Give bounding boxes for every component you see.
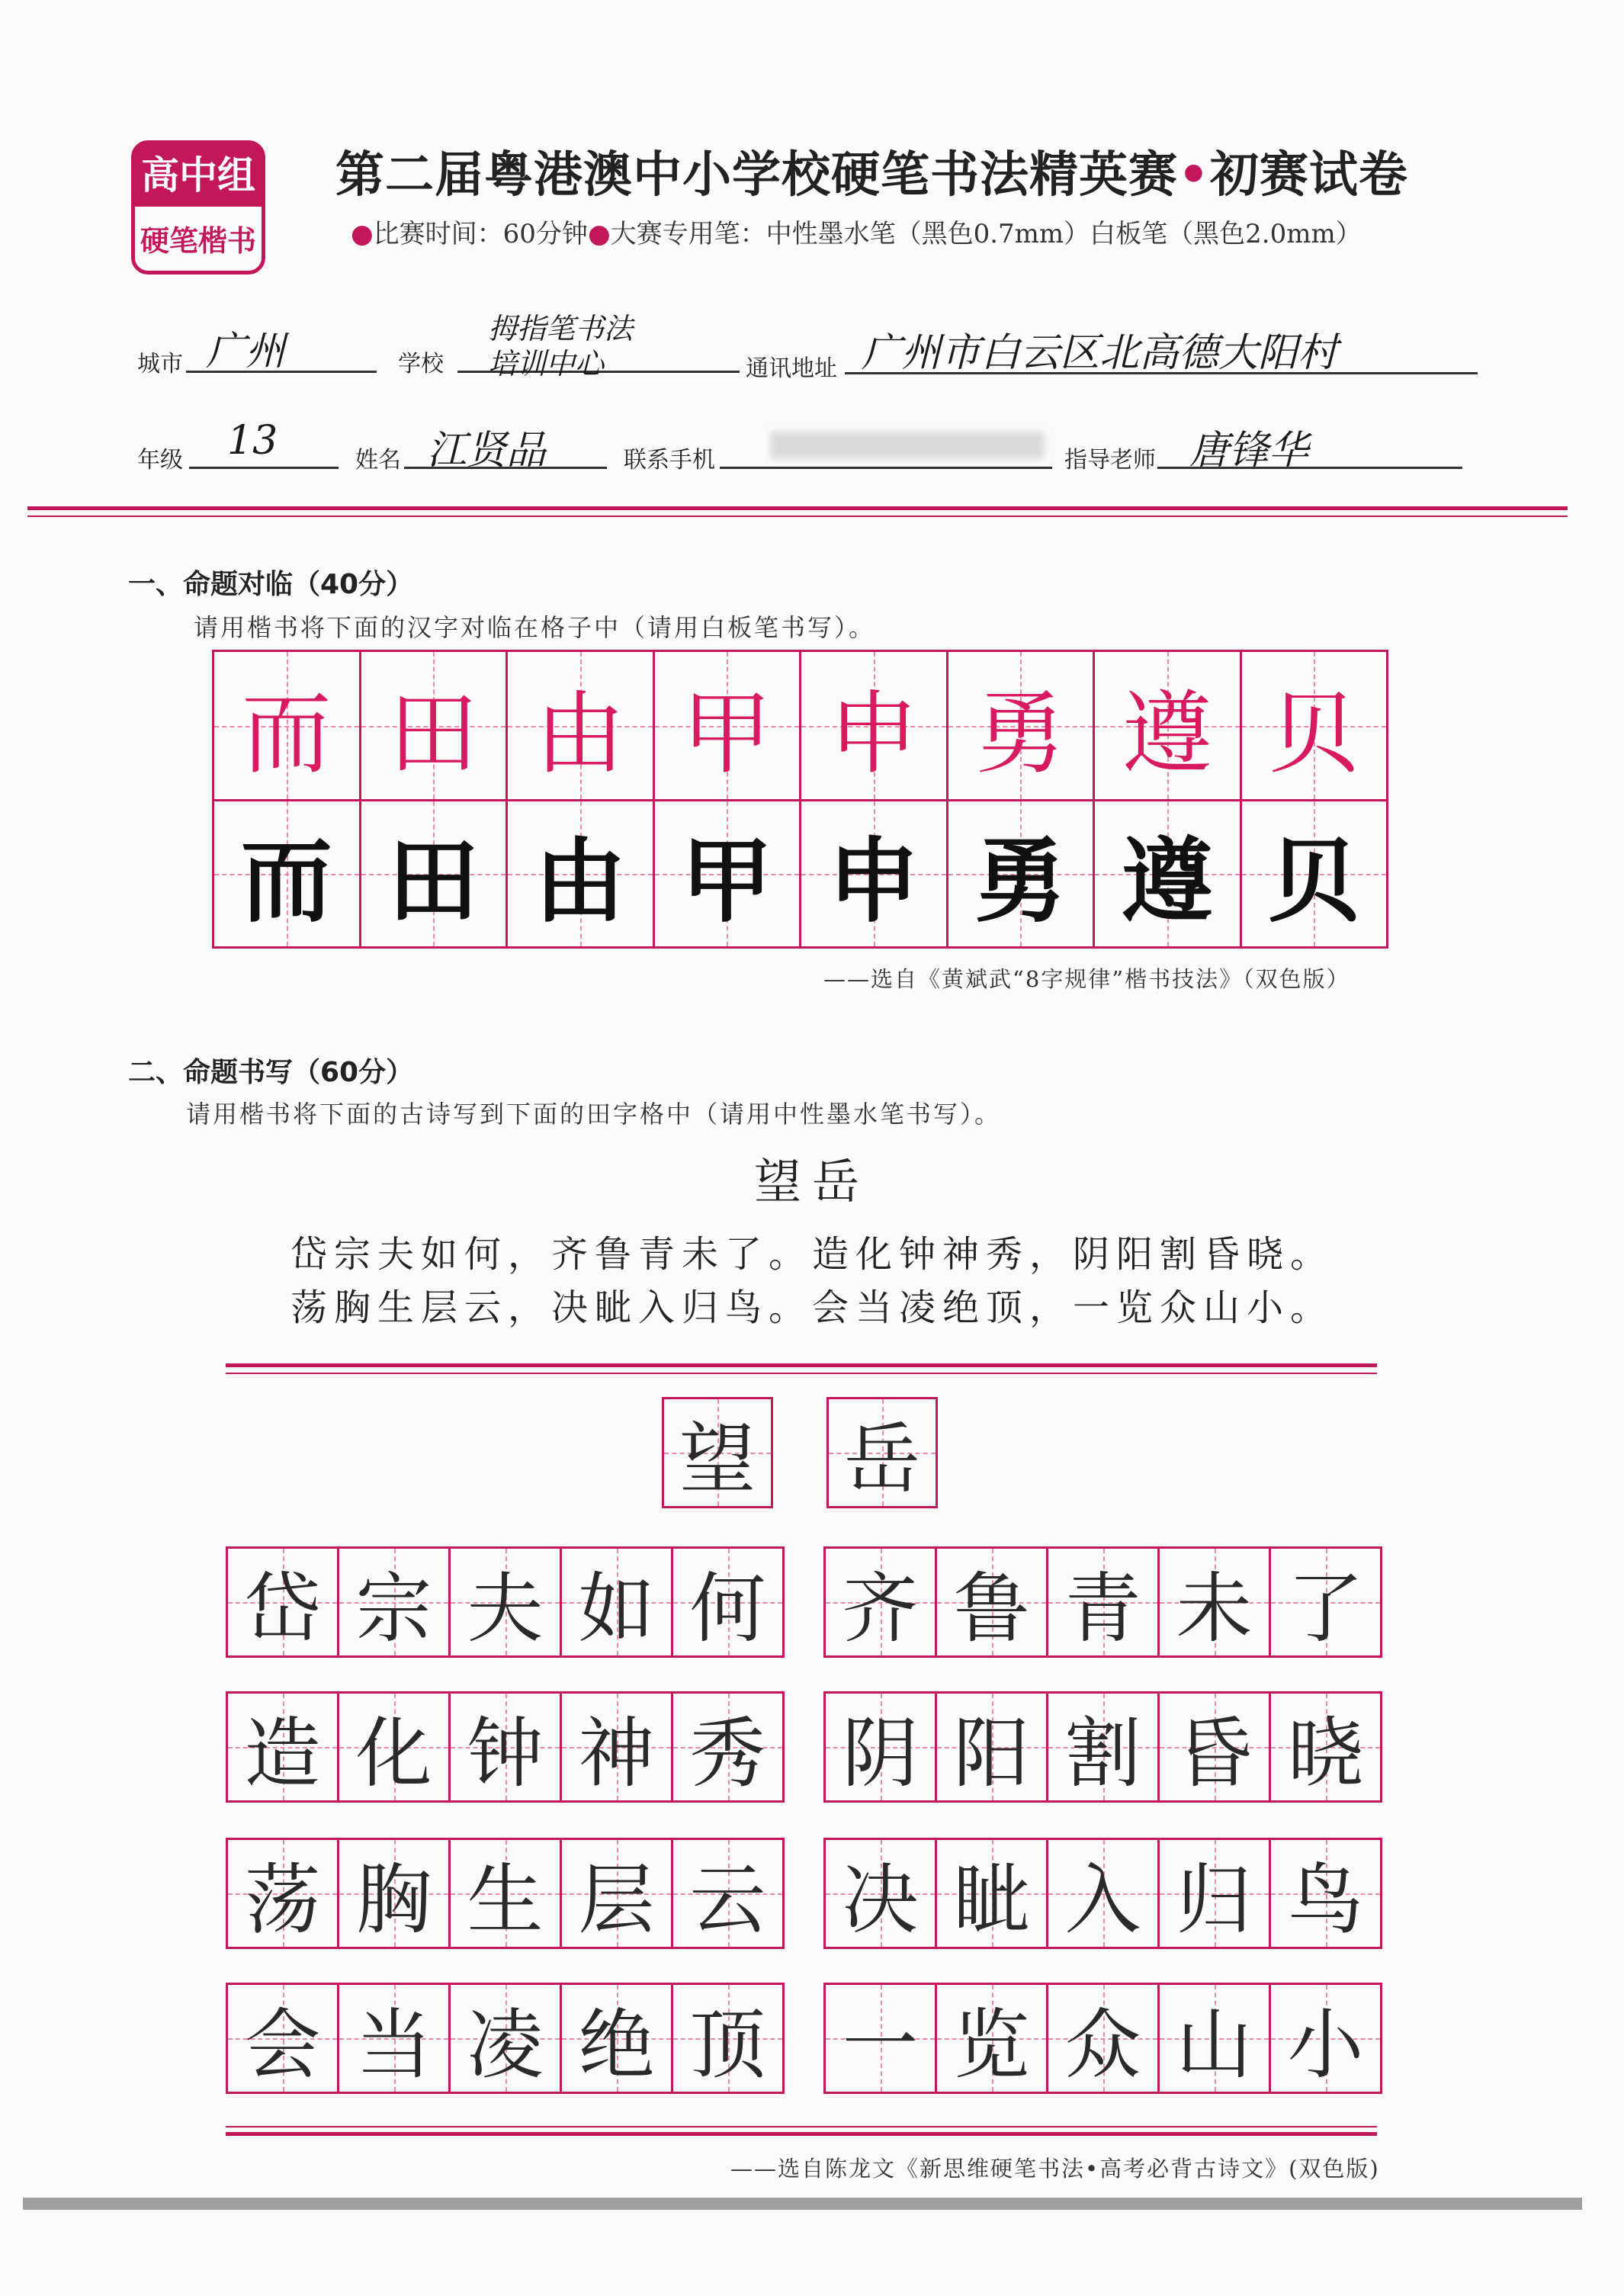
name-label: 姓名 [355, 447, 401, 474]
grid-character: 绝 [578, 2000, 655, 2089]
poem-char-cell [671, 1983, 785, 2094]
grid-guide-vertical [1326, 1694, 1327, 1800]
grid-guide-horizontal [562, 1602, 671, 1604]
grid-character: 何 [689, 1564, 766, 1653]
badge-category-label: 硬笔楷书 [140, 223, 256, 258]
grid-guide-vertical [617, 1549, 618, 1655]
grid-character: 岱 [244, 1564, 321, 1653]
model-char-cell [212, 650, 361, 801]
grid-guide-horizontal [562, 1747, 671, 1748]
grid-character: 神 [578, 1709, 655, 1798]
poem-divider-top [226, 1363, 1377, 1367]
grid-guide-vertical [1215, 1549, 1216, 1655]
model-char-cell [1093, 650, 1242, 801]
poem-char-cell [337, 1838, 451, 1949]
grid-character: 山 [1176, 2000, 1253, 2089]
grid-guide-horizontal [451, 1893, 560, 1895]
poem-char-cell [448, 1983, 562, 2094]
grid-guide-horizontal [451, 1602, 560, 1604]
city-value[interactable]: 广州 [206, 329, 286, 374]
grid-guide-vertical [1326, 1840, 1327, 1947]
poem-char-cell [1157, 1838, 1271, 1949]
grid-character: 归 [1176, 1855, 1253, 1944]
poem-char-cell [560, 1546, 673, 1658]
title-char-cell [826, 1397, 938, 1508]
address-value[interactable]: 广州市白云区北高德大阳村 [862, 330, 1338, 376]
grid-character: 小 [1287, 2000, 1364, 2089]
bullet-icon: ● [587, 219, 611, 249]
poem-char-cell [448, 1838, 562, 1949]
grid-character: 层 [578, 1855, 655, 1944]
grid-character: 由 [534, 680, 625, 786]
grid-guide-vertical [617, 1840, 618, 1947]
written-char-cell [653, 799, 802, 949]
grid-guide-horizontal [339, 1747, 448, 1748]
grid-guide-vertical [394, 1985, 396, 2092]
written-char-cell [1240, 799, 1389, 949]
grid-guide-horizontal [228, 1602, 337, 1604]
section1-citation: ——选自《黄斌武“8字规律”楷书技法》（双色版） [823, 966, 1350, 992]
grid-guide-horizontal [1271, 2038, 1380, 2040]
poem-divider-bottom-thin [226, 2126, 1377, 2127]
grid-guide-horizontal [826, 1893, 935, 1895]
poem-char-cell [823, 1546, 937, 1658]
grid-guide-vertical [728, 1694, 730, 1800]
grid-character: 昏 [1176, 1709, 1253, 1798]
grid-character: 钟 [467, 1709, 544, 1798]
poem-char-cell [448, 1546, 562, 1658]
grid-guide-vertical [283, 1840, 284, 1947]
grid-guide-vertical [1215, 1840, 1216, 1947]
grid-guide-horizontal [228, 1893, 337, 1895]
grid-character: 眦 [953, 1855, 1030, 1944]
grid-guide-vertical [992, 1694, 993, 1800]
grid-character: 申 [828, 680, 919, 786]
grid-guide-vertical [1103, 1549, 1105, 1655]
grid-guide-horizontal [1048, 1893, 1157, 1895]
written-char-cell [359, 799, 509, 949]
grid-guide-horizontal [1160, 1893, 1269, 1895]
grid-character: 鲁 [953, 1564, 1030, 1653]
grid-guide-horizontal [562, 1893, 671, 1895]
grid-guide-vertical [283, 1549, 284, 1655]
subtitle [351, 215, 1540, 253]
grid-guide-horizontal [228, 2038, 337, 2040]
grid-guide-vertical [1103, 1985, 1105, 2092]
section2-citation: ——选自陈龙文《新思维硬笔书法•高考必背古诗文》(双色版) [730, 2156, 1380, 2182]
poem-char-cell [1269, 1838, 1382, 1949]
grade-line [189, 467, 339, 469]
poem-char-cell [1046, 1691, 1160, 1803]
grid-guide-horizontal [339, 2038, 448, 2040]
phone-line [720, 467, 1052, 469]
poem-char-cell [226, 1983, 339, 2094]
grid-guide-horizontal [829, 1453, 936, 1454]
poem-char-cell [1269, 1691, 1382, 1803]
grid-guide-vertical [992, 1985, 993, 2092]
grid-guide-vertical [717, 1399, 719, 1506]
grid-guide-horizontal [1160, 2038, 1269, 2040]
grid-character: 如 [578, 1564, 655, 1653]
title-suffix: 初赛试卷 [1209, 147, 1408, 204]
grid-guide-horizontal [228, 1747, 337, 1748]
grid-guide-horizontal [937, 1602, 1046, 1604]
grid-guide-vertical [992, 1549, 993, 1655]
poem-char-cell [823, 1983, 937, 2094]
grid-guide-vertical [394, 1840, 396, 1947]
grid-character: 化 [355, 1709, 432, 1798]
poem-char-cell [1157, 1546, 1271, 1658]
grid-character: 甲 [682, 680, 772, 786]
grid-guide-horizontal [1271, 1602, 1380, 1604]
title-char-cell [662, 1397, 773, 1508]
grid-guide-horizontal [826, 1602, 935, 1604]
grid-guide-horizontal [451, 1747, 560, 1748]
poem-char-cell [671, 1691, 785, 1803]
grid-character: 了 [1287, 1564, 1364, 1653]
grid-guide-vertical [1326, 1549, 1327, 1655]
poem-line-2: 荡胸生层云，决眦入归鸟。会当凌绝顶，一览众山小。 [290, 1286, 1334, 1329]
grid-guide-horizontal [1160, 1747, 1269, 1748]
grid-character: 甲 [681, 829, 773, 935]
grid-guide-horizontal [937, 2038, 1046, 2040]
grid-character: 入 [1064, 1855, 1141, 1944]
grid-guide-vertical [394, 1694, 396, 1800]
grid-character: 青 [1064, 1564, 1141, 1653]
poem-char-cell [935, 1838, 1048, 1949]
grid-character: 阳 [953, 1709, 1030, 1798]
title-dot: • [1178, 147, 1210, 204]
grid-character: 顶 [689, 2000, 766, 2089]
subtitle-time: 比赛时间：60分钟 [373, 219, 588, 249]
written-char-cell [1093, 799, 1242, 949]
teacher-label: 指导老师 [1064, 447, 1156, 474]
address-label: 通讯地址 [746, 355, 837, 382]
poem-char-cell [671, 1838, 785, 1949]
grid-character: 由 [534, 829, 626, 935]
model-char-cell [505, 650, 655, 801]
title-main: 第二届粤港澳中小学校硬笔书法精英赛 [335, 147, 1178, 204]
written-char-cell [799, 799, 948, 949]
grid-character: 凌 [467, 2000, 544, 2089]
school-label: 学校 [398, 351, 444, 377]
grid-character: 勇 [975, 680, 1066, 786]
grid-guide-vertical [283, 1985, 284, 2092]
poem-char-cell [560, 1691, 673, 1803]
grid-guide-vertical [505, 1549, 507, 1655]
poem-divider-bottom [226, 2132, 1377, 2136]
grid-character: 造 [244, 1709, 321, 1798]
poem-char-cell [1046, 1546, 1160, 1658]
header-divider [27, 506, 1568, 510]
grid-character: 贝 [1268, 829, 1360, 935]
section2-instruction: 请用楷书将下面的古诗写到下面的田字格中（请用中性墨水笔书写）。 [186, 1100, 1002, 1129]
grid-character: 田 [387, 829, 480, 935]
grid-guide-horizontal [451, 2038, 560, 2040]
grid-guide-vertical [283, 1694, 284, 1800]
grid-guide-horizontal [937, 1747, 1046, 1748]
school-value-line2[interactable]: 培训中心 [488, 347, 605, 381]
poem-char-cell [935, 1691, 1048, 1803]
grid-guide-vertical [1103, 1694, 1105, 1800]
grid-guide-horizontal [826, 2038, 935, 2040]
grid-guide-vertical [1215, 1985, 1216, 2092]
grid-character: 而 [240, 829, 332, 935]
grid-guide-vertical [881, 1985, 882, 2092]
phone-redacted [770, 432, 1045, 459]
model-char-cell [653, 650, 802, 801]
written-char-cell [505, 799, 655, 949]
poem-char-cell [935, 1983, 1048, 2094]
bottom-scan-bar [23, 2198, 1582, 2210]
grid-guide-horizontal [826, 1747, 935, 1748]
group-badge [131, 140, 265, 275]
poem-char-cell [1269, 1546, 1382, 1658]
poem-char-cell [1157, 1983, 1271, 2094]
grid-character: 割 [1064, 1709, 1141, 1798]
poem-char-cell [1157, 1691, 1271, 1803]
grid-character: 生 [467, 1855, 544, 1944]
poem-char-cell [823, 1691, 937, 1803]
page-title [335, 141, 1525, 210]
grid-guide-vertical [1215, 1694, 1216, 1800]
grid-character: 会 [244, 2000, 321, 2089]
grid-guide-vertical [881, 1549, 882, 1655]
poem-char-cell [226, 1691, 339, 1803]
grid-guide-horizontal [1271, 1893, 1380, 1895]
bullet-icon: ● [351, 219, 374, 249]
grid-guide-vertical [1103, 1840, 1105, 1947]
model-char-cell [359, 650, 509, 801]
grid-guide-horizontal [1271, 1747, 1380, 1748]
poem-char-cell [226, 1546, 339, 1658]
written-char-cell [212, 799, 361, 949]
copy-grid [212, 650, 1386, 949]
poem-char-cell [560, 1983, 673, 2094]
section1-instruction: 请用楷书将下面的汉字对临在格子中（请用白板笔书写）。 [194, 613, 876, 642]
grid-guide-horizontal [562, 2038, 671, 2040]
grid-guide-horizontal [673, 2038, 782, 2040]
grid-character: 而 [241, 680, 332, 786]
grid-guide-vertical [394, 1549, 396, 1655]
school-value-line1[interactable]: 拇指笔书法 [488, 312, 634, 345]
grid-character: 申 [827, 829, 920, 935]
grid-guide-vertical [992, 1840, 993, 1947]
name-value[interactable]: 江贤品 [427, 428, 547, 474]
grid-guide-horizontal [673, 1602, 782, 1604]
model-char-cell [946, 650, 1096, 801]
poem-char-cell [1269, 1983, 1382, 2094]
poem-char-cell [448, 1691, 562, 1803]
grid-character: 鸟 [1287, 1855, 1364, 1944]
section2-heading: 二、命题书写（60分） [128, 1057, 414, 1088]
grid-guide-vertical [505, 1840, 507, 1947]
grid-character: 勇 [974, 829, 1067, 935]
grid-character: 遵 [1121, 829, 1213, 935]
poem-char-cell [671, 1546, 785, 1658]
grid-guide-horizontal [673, 1893, 782, 1895]
section1-heading: 一、命题对临（40分） [128, 569, 414, 600]
grid-character: 阴 [842, 1709, 919, 1798]
grade-label: 年级 [137, 447, 183, 474]
grid-character: 夫 [467, 1564, 544, 1653]
teacher-value[interactable]: 唐锋华 [1189, 428, 1309, 474]
grid-character: 贝 [1269, 680, 1359, 786]
poem-line-1: 岱宗夫如何，齐鲁青未了。造化钟神秀，阴阳割昏晓。 [290, 1233, 1334, 1276]
grid-character: 众 [1064, 2000, 1141, 2089]
grid-character: 一 [842, 2000, 919, 2089]
poem-char-cell [1046, 1838, 1160, 1949]
grid-guide-vertical [728, 1840, 730, 1947]
grid-guide-vertical [505, 1985, 507, 2092]
poem-divider-top-thin [226, 1373, 1377, 1374]
grid-guide-vertical [1326, 1985, 1327, 2092]
grid-character: 遵 [1122, 680, 1212, 786]
grid-character: 望 [679, 1415, 756, 1504]
grid-guide-horizontal [937, 1893, 1046, 1895]
grid-character: 决 [842, 1855, 919, 1944]
grid-character: 岳 [844, 1415, 920, 1504]
grid-character: 云 [689, 1855, 766, 1944]
poem-title: 望岳 [753, 1154, 870, 1209]
written-char-cell [946, 799, 1096, 949]
grid-guide-horizontal [673, 1747, 782, 1748]
poem-char-cell [560, 1838, 673, 1949]
grid-guide-horizontal [1048, 1602, 1157, 1604]
grid-character: 胸 [355, 1855, 432, 1944]
grid-character: 荡 [244, 1855, 321, 1944]
grid-guide-vertical [882, 1399, 884, 1506]
grid-guide-vertical [728, 1549, 730, 1655]
grid-character: 览 [953, 2000, 1030, 2089]
poem-char-cell [823, 1838, 937, 1949]
grid-character: 未 [1176, 1564, 1253, 1653]
model-char-cell [1240, 650, 1389, 801]
grid-guide-horizontal [1160, 1602, 1269, 1604]
grid-character: 秀 [689, 1709, 766, 1798]
poem-char-cell [337, 1983, 451, 2094]
grade-value[interactable]: 13 [227, 418, 278, 464]
grid-guide-horizontal [339, 1602, 448, 1604]
grid-guide-vertical [881, 1694, 882, 1800]
grid-guide-horizontal [664, 1453, 771, 1454]
grid-guide-horizontal [1048, 1747, 1157, 1748]
grid-guide-horizontal [1048, 2038, 1157, 2040]
poem-char-cell [337, 1691, 451, 1803]
grid-guide-vertical [728, 1985, 730, 2092]
model-char-cell [799, 650, 948, 801]
grid-guide-vertical [881, 1840, 882, 1947]
poem-char-cell [935, 1546, 1048, 1658]
grid-character: 宗 [355, 1564, 432, 1653]
grid-guide-vertical [617, 1985, 618, 2092]
grid-character: 田 [388, 680, 479, 786]
grid-guide-vertical [617, 1694, 618, 1800]
badge-group-label: 高中组 [135, 144, 262, 207]
poem-char-cell [337, 1546, 451, 1658]
poem-char-cell [226, 1838, 339, 1949]
city-label: 城市 [137, 351, 183, 377]
grid-guide-horizontal [339, 1893, 448, 1895]
poem-char-cell [1046, 1983, 1160, 2094]
grid-character: 齐 [842, 1564, 919, 1653]
grid-guide-vertical [505, 1694, 507, 1800]
subtitle-pen: 大赛专用笔：中性墨水笔（黑色0.7mm）白板笔（黑色2.0mm） [610, 219, 1362, 249]
phone-label: 联系手机 [624, 447, 715, 474]
header-divider-thin [27, 515, 1568, 517]
grid-character: 当 [355, 2000, 432, 2089]
grid-character: 晓 [1287, 1709, 1364, 1798]
